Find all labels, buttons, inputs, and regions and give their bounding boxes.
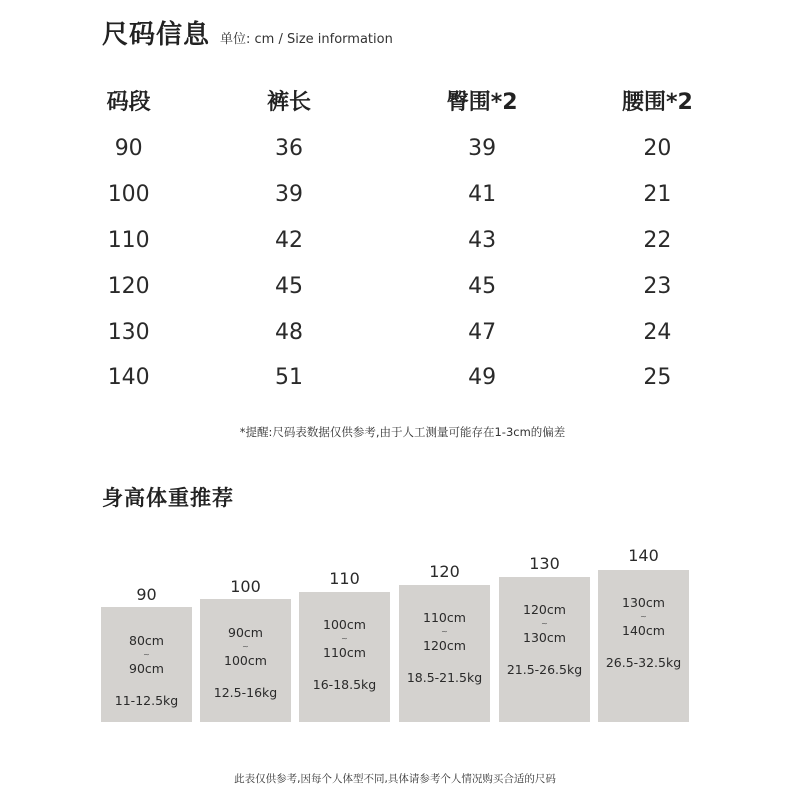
column-header-hip: 臀围*2 [446,89,518,115]
cell-waist: 25 [643,365,672,391]
weight-range: 21.5-26.5kg [506,662,583,677]
size-bar [101,607,192,722]
bar-size-label: 90 [136,585,157,604]
cell-length: 42 [274,227,303,253]
height-from: 120cm [523,602,566,617]
cell-length: 39 [274,182,303,208]
cell-length: 45 [274,273,303,299]
table-row [70,172,720,218]
cell-size: 100 [107,182,150,208]
tilde-mark: ~ [143,650,150,659]
table-header-row [70,80,720,120]
cell-hip: 43 [468,227,497,253]
height-to: 120cm [423,638,466,653]
tilde-mark: ~ [441,627,448,636]
cell-length: 48 [274,319,303,345]
footer-note: 此表仅供参考,因每个人体型不同,具体请参考个人情况购买合适的尺码 [234,773,556,785]
cell-waist: 21 [643,182,672,208]
height-from: 130cm [622,595,665,610]
cell-size: 130 [107,319,150,345]
table-row [70,263,720,309]
cell-size: 110 [107,227,150,253]
table-row [70,218,720,264]
page-title: 尺码信息 [102,20,211,50]
height-to: 140cm [622,623,665,638]
size-bar [399,585,490,722]
height-from: 90cm [228,625,263,640]
weight-range: 26.5-32.5kg [605,655,682,670]
weight-range: 12.5-16kg [213,685,278,700]
cell-size: 90 [114,136,143,162]
measurement-remark: *提醒:尺码表数据仅供参考,由于人工测量可能存在1-3cm的偏差 [239,425,566,439]
size-bar [598,570,689,722]
cell-hip: 47 [468,319,497,345]
tilde-mark: ~ [341,634,348,643]
cell-hip: 49 [468,365,497,391]
bar-size-label: 110 [329,569,360,588]
size-bar [200,599,291,722]
cell-length: 51 [274,365,303,391]
cell-hip: 45 [468,273,497,299]
cell-size: 120 [107,273,150,299]
size-info-header [102,14,393,51]
bar-size-label: 100 [230,577,261,596]
height-to: 130cm [523,630,566,645]
weight-range: 18.5-21.5kg [406,670,483,685]
column-header-size: 码段 [106,89,151,115]
bar-size-label: 140 [628,546,659,565]
table-row [70,126,720,172]
size-bar [499,577,590,722]
column-header-length: 裤长 [266,89,311,115]
tilde-mark: ~ [541,619,548,628]
size-bar [299,592,390,722]
size-table [70,80,720,401]
cell-waist: 20 [643,136,672,162]
cell-hip: 41 [468,182,497,208]
height-from: 80cm [129,633,164,648]
bar-size-label: 120 [429,562,460,581]
height-from: 110cm [423,610,466,625]
weight-range: 11-12.5kg [114,693,179,708]
bar-size-label: 130 [529,554,560,573]
cell-hip: 39 [468,136,497,162]
weight-range: 16-18.5kg [312,677,377,692]
cell-length: 36 [274,136,303,162]
recommend-title: 身高体重推荐 [102,486,234,510]
height-to: 100cm [224,653,267,668]
unit-label: 单位: cm / Size information [220,32,393,47]
cell-size: 140 [107,365,150,391]
table-row [70,355,720,401]
height-to: 90cm [129,661,164,676]
cell-waist: 23 [643,273,672,299]
table-row [70,309,720,355]
tilde-mark: ~ [242,642,249,651]
tilde-mark: ~ [640,612,647,621]
column-header-waist: 腰围*2 [621,89,693,115]
cell-waist: 24 [643,319,672,345]
height-to: 110cm [323,645,366,660]
cell-waist: 22 [643,227,672,253]
height-from: 100cm [323,617,366,632]
